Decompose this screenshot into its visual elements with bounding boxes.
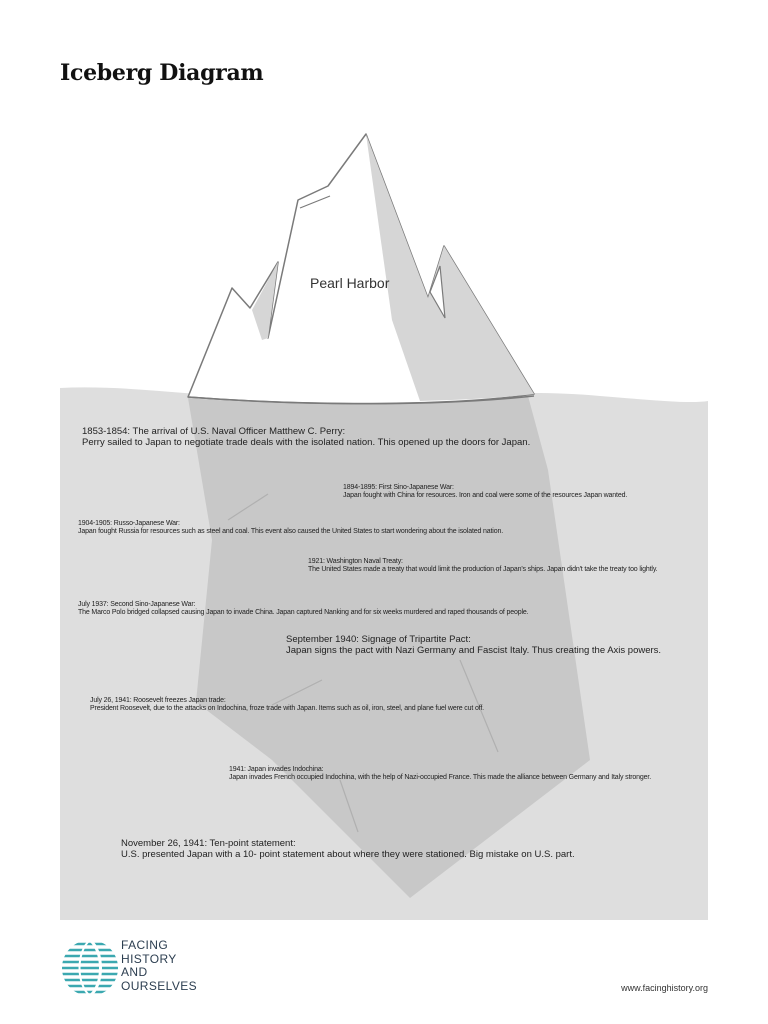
event-heading: 1904-1905: Russo-Japanese War: <box>78 520 180 527</box>
event-roosevelt-trade-freeze <box>90 697 484 713</box>
event-heading: 1894-1895: First Sino-Japanese War: <box>343 484 454 491</box>
event-ten-point-statement <box>121 839 575 861</box>
org-name-line: AND <box>121 965 148 979</box>
event-heading: July 1937: Second Sino-Japanese War: <box>78 601 196 608</box>
event-heading: 1921: Washington Naval Treaty: <box>308 558 403 565</box>
event-body: President Roosevelt, due to the attacks on Indochina, froze trade with Japan. Items such as oil, iron, steel, and plane fuel were cut off. <box>90 705 484 713</box>
peak-label: Pearl Harbor <box>310 275 390 291</box>
org-name-line: HISTORY <box>121 951 177 966</box>
event-second-sino-japanese-war <box>78 601 528 617</box>
event-body: Japan signs the pact with Nazi Germany and Fascist Italy. Thus creating the Axis powers. <box>286 644 662 656</box>
event-body: The United States made a treaty that would limit the production of Japan's ships. Japan didn't take the treaty too lightly. <box>308 566 658 574</box>
website-url[interactable]: www.facinghistory.org <box>621 983 708 993</box>
event-body: U.S. presented Japan with a 10- point statement about where they were stationed. Big mistake on U.S. part. <box>121 848 575 860</box>
event-japan-invades-indochina <box>229 766 651 782</box>
facing-history-logo-icon <box>60 938 120 998</box>
event-body: The Marco Polo bridged collapsed causing Japan to invade China. Japan captured Nanking and for six weeks murdered and raped thousands of people. <box>78 609 529 617</box>
event-heading: 1941: Japan invades Indochina: <box>229 766 324 773</box>
event-heading: September 1940: Signage of Tripartite Pact: <box>286 634 471 645</box>
event-heading: July 26, 1941: Roosevelt freezes Japan trade: <box>90 697 226 704</box>
org-name <box>121 939 197 993</box>
event-perry-arrival <box>82 427 530 449</box>
event-russo-japanese-war <box>78 520 503 536</box>
event-tripartite-pact <box>286 635 661 657</box>
event-body: Japan fought with China for resources. Iron and coal were some of the resources Japan wanted. <box>343 492 628 500</box>
event-body: Japan invades French occupied Indochina, with the help of Nazi-occupied France. This made the alliance between Germany and Italy stronger. <box>229 774 651 782</box>
event-first-sino-japanese-war <box>343 484 627 500</box>
org-name-line: FACING <box>121 938 169 952</box>
page-title: Iceberg Diagram <box>60 60 264 86</box>
event-heading: 1853-1854: The arrival of U.S. Naval Officer Matthew C. Perry: <box>82 426 346 437</box>
org-name-line: OURSELVES <box>121 978 198 993</box>
event-body: Perry sailed to Japan to negotiate trade deals with the isolated nation. This opened up the doors for Japan. <box>82 436 531 448</box>
event-washington-naval-treaty <box>308 558 657 574</box>
event-heading: November 26, 1941: Ten-point statement: <box>121 838 296 849</box>
event-body: Japan fought Russia for resources such as steel and coal. This event also caused the United States to start wondering about the isolated nation. <box>78 528 503 536</box>
